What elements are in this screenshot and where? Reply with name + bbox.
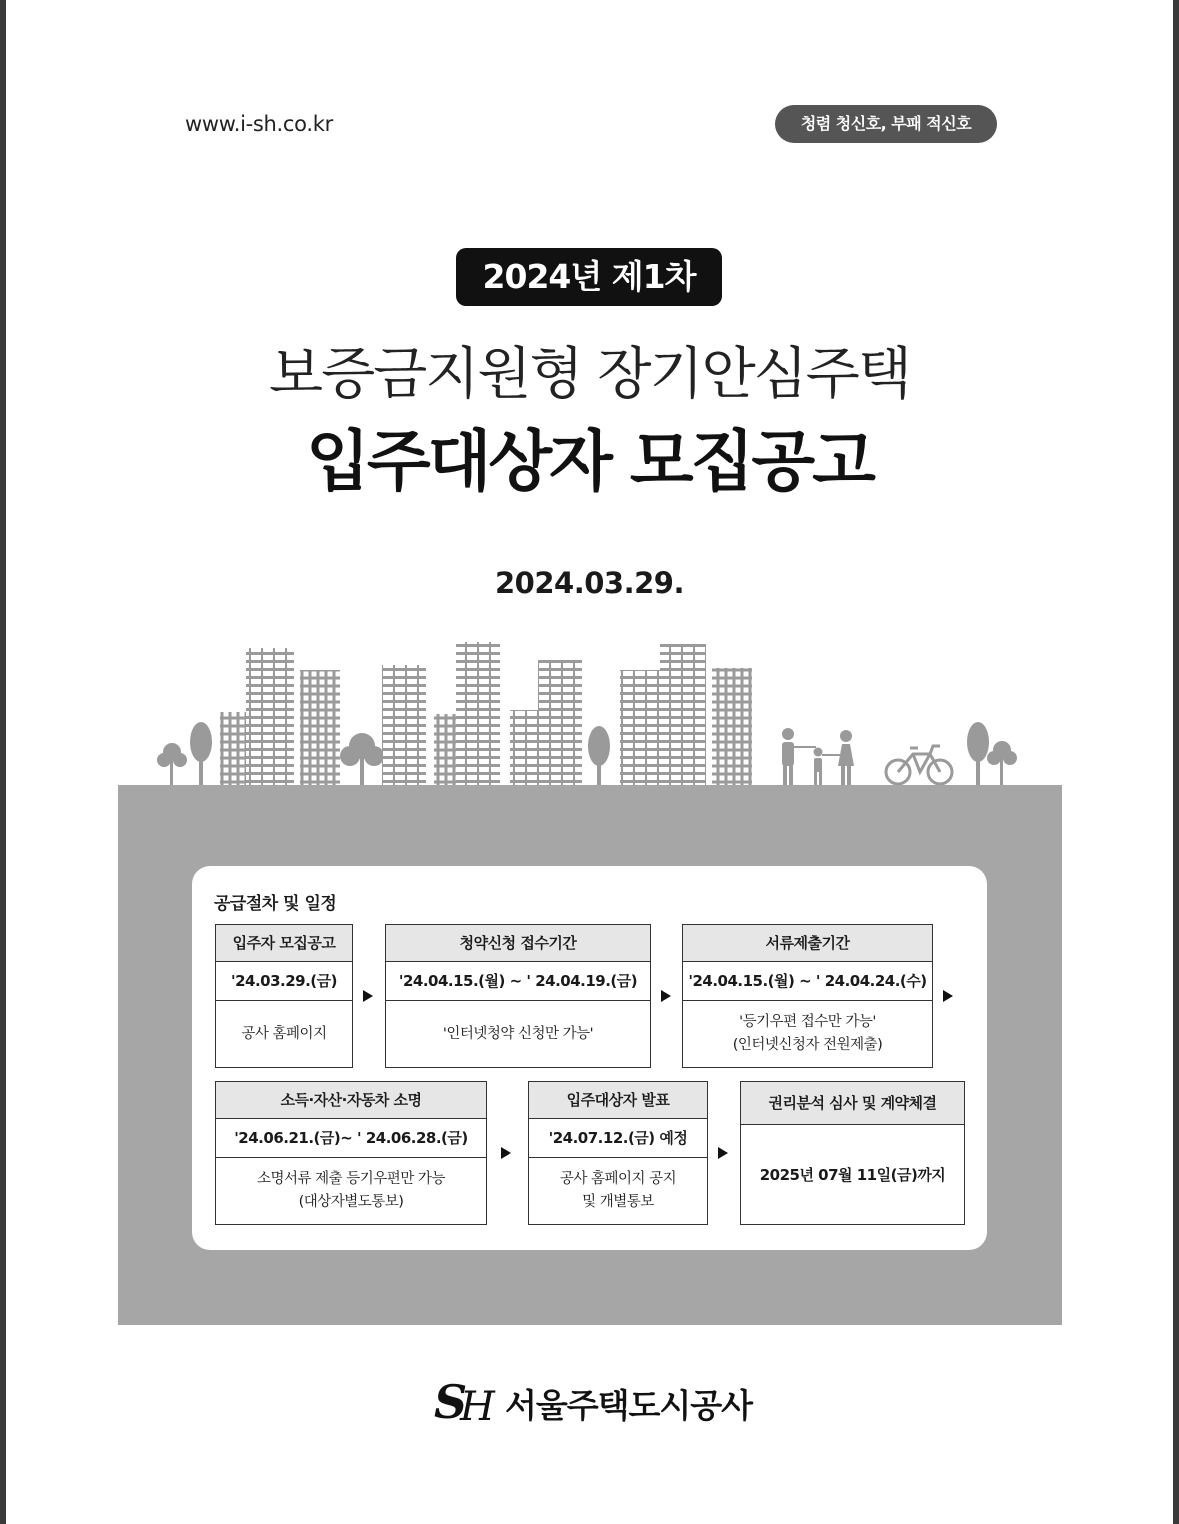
family-icon — [782, 728, 854, 786]
arrow-icon — [943, 990, 953, 1002]
step-note-line: (인터넷신청자 전원제출) — [732, 1037, 883, 1053]
step-note-line: 소명서류 제출 등기우편만 가능 — [257, 1171, 445, 1187]
bicycle-icon — [886, 746, 952, 784]
arrow-icon — [501, 1147, 511, 1159]
page-edge-right — [1173, 0, 1179, 1524]
slogan-badge: 청렴 청신호, 부패 적신호 — [775, 105, 997, 143]
tree-icon — [190, 722, 212, 786]
step-note-line: (대상자별도통보) — [298, 1194, 404, 1210]
step-announcement — [528, 1081, 708, 1225]
step-header: 권리분석 심사 및 계약체결 — [741, 1082, 964, 1125]
arrow-icon — [718, 1147, 728, 1159]
step-header: 입주대상자 발표 — [529, 1082, 707, 1119]
step-header: 청약신청 접수기간 — [386, 925, 650, 962]
step-header: 입주자 모집공고 — [216, 925, 352, 962]
step-note-line: 공사 홈페이지 — [241, 1025, 327, 1042]
edition-badge: 2024년 제1차 — [456, 248, 722, 306]
tree-icon — [340, 733, 384, 786]
website-url[interactable]: www.i-sh.co.kr — [185, 112, 333, 136]
step-note — [216, 1158, 486, 1224]
step-note-line: 공사 홈페이지 공지 — [559, 1171, 677, 1187]
tree-icon — [987, 741, 1017, 786]
step-note-line: 및 개별통보 — [582, 1194, 654, 1210]
step-contract — [740, 1081, 965, 1225]
step-note-line: '등기우편 접수만 가능' — [739, 1014, 876, 1030]
step-application-period — [385, 924, 651, 1068]
step-header: 서류제출기간 — [683, 925, 932, 962]
step-deadline: 2025년 07월 11일(금)까지 — [759, 1165, 946, 1184]
step-note-line: '인터넷청약 신청만 가능' — [442, 1025, 594, 1042]
step-income-asset-verification — [215, 1081, 487, 1225]
step-header: 소득·자산·자동차 소명 — [216, 1082, 486, 1119]
step-note — [683, 1001, 932, 1067]
city-skyline-illustration — [118, 630, 1062, 790]
step-note — [529, 1158, 707, 1224]
page-edge-left — [0, 0, 6, 1524]
tree-icon — [157, 743, 187, 786]
step-note — [386, 1001, 650, 1067]
step-date: '24.07.12.(금) 예정 — [529, 1119, 707, 1158]
arrow-icon — [363, 990, 373, 1002]
logo-letter-s: S — [434, 1375, 468, 1429]
step-document-submission — [682, 924, 933, 1068]
step-date: '24.06.21.(금)~ ' 24.06.28.(금) — [216, 1119, 486, 1158]
page-title: 입주대상자 모집공고 — [306, 423, 873, 500]
schedule-panel — [192, 866, 987, 1250]
logo-letter-h: H — [460, 1384, 495, 1430]
step-date: '24.04.15.(월) ~ ' 24.04.24.(수) — [683, 962, 932, 1001]
step-date: '24.03.29.(금) — [216, 962, 352, 1001]
subtitle: 보증금지원형 장기안심주택 — [269, 342, 910, 407]
tree-icon — [588, 726, 610, 786]
step-date: '24.04.15.(월) ~ ' 24.04.19.(금) — [386, 962, 650, 1001]
step-note — [216, 1001, 352, 1067]
publication-date: 2024.03.29. — [495, 566, 684, 600]
tree-icon — [967, 722, 989, 786]
step-recruitment-notice — [215, 924, 353, 1068]
schedule-title: 공급절차 및 일정 — [214, 894, 337, 914]
organization-name: 서울주택도시공사 — [505, 1386, 753, 1425]
arrow-icon — [661, 990, 671, 1002]
